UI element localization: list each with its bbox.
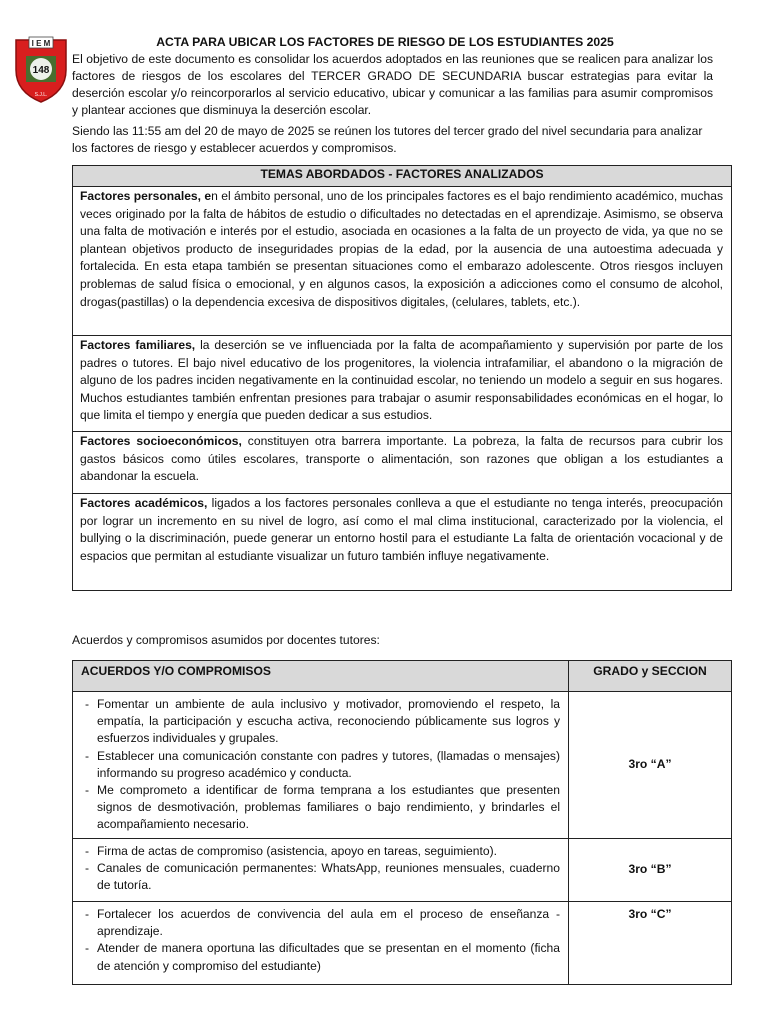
agreement-row-b <box>73 839 732 902</box>
factor-row-socio <box>73 432 732 494</box>
agreement-row-a <box>73 692 732 839</box>
factor-row-familiar <box>73 336 732 432</box>
agreements-header-left: ACUERDOS Y/O COMPROMISOS <box>73 661 569 692</box>
agreement-item: - Me comprometo a identificar de forma temprana a los estudiantes que presenten signos de desmotivación, problemas familiares o bajo rendimiento, y brindarles el acompañamiento necesario. <box>81 782 560 834</box>
agreement-list-b <box>81 843 560 895</box>
crest-top-text: I E M <box>31 39 51 48</box>
agreement-item: - Atender de manera oportuna las dificultades que se presentan en el momento (ficha de atención y compromiso del estudiante) <box>81 940 560 974</box>
grade-section-a: 3ro “A” <box>569 692 732 839</box>
agreements-header-right: GRADO y SECCION <box>569 661 732 692</box>
factor-row-personal <box>73 187 732 336</box>
agreement-item: - Fomentar un ambiente de aula inclusivo y motivador, promoviendo el respeto, la empatía, la participación y escucha activa, reconociendo públicamente sus logros y esfuerzos individuales y grupales. <box>81 696 560 748</box>
factor-label-familiar: Factores familiares, <box>80 338 196 352</box>
factor-text-academic: ligados a los factores personales conlleva a que el estudiante no tenga interés, preocupación por lograr un incremento en su nivel de logro, así como el mal clima institucional, caracterizado por la violencia, el bullying o la discriminación, puede generar un entorno hostil para el estudiante La falta de orientación vocacional y de espacios que permitan al estudiante visualizar un futuro también influye negativamente. <box>80 496 723 563</box>
factors-table-header: TEMAS ABORDADOS - FACTORES ANALIZADOS <box>73 166 732 187</box>
grade-section-c: 3ro “C” <box>569 902 732 985</box>
intro-paragraph: El objetivo de este documento es consolidar los acuerdos adoptados en las reuniones que se realicen para analizar los factores de riesgos de los escolares del TERCER GRADO DE SECUNDARIA buscar estrategias para evitar la deserción escolar y/o reincorporarlos al servicio educativo, ubicar y comunicar a las familias para asumir compromisos y plantear acciones que disminuya la deserción escolar. <box>72 52 713 117</box>
school-crest-logo <box>12 36 70 104</box>
factor-text-personal: n el ámbito personal, uno de los principales factores es el bajo rendimiento académico, muchas veces originado por la falta de hábitos de estudio o dificultades no detectadas en el aprendizaje. Asimismo, se observa una falta de motivación e interés por el estudio, asociada en ocasiones a la falta de un proyecto de vida, ya que no se plantean objetivos producto de inseguridades propias de la edad, por la ausencia de una autoestima adecuada y fortalecida. En esta etapa también se presentan situaciones como el embarazo adolescente. Otros riesgos incluyen problemas de salud física o emocional, y en algunos casos, la exposición a adicciones como el consumo de alcohol, drogas(pastillas) o la dependencia excesiva de dispositivos digitales, (celulares, tablets, etc.). <box>80 189 723 309</box>
agreements-table <box>72 660 732 985</box>
agreements-title: Acuerdos y compromisos asumidos por docentes tutores: <box>72 633 380 647</box>
agreement-list-c <box>81 906 560 975</box>
agreement-item: - Fortalecer los acuerdos de convivencia del aula em el proceso de enseñanza -aprendizaje. <box>81 906 560 940</box>
factor-text-socio: constituyen otra barrera importante. La pobreza, la falta de recursos para cubrir los gastos básicos como útiles escolares, transporte o alimentación, son razones que obligan a los estudiantes a abandonar la escuela. <box>80 434 723 484</box>
factor-label-personal: Factores personales, e <box>80 189 212 203</box>
factor-row-academic <box>73 494 732 591</box>
meeting-paragraph: Siendo las 11:55 am del 20 de mayo de 2025 se reúnen los tutores del tercer grado del nivel secundaria para analizar los factores de riesgo y establecer acuerdos y compromisos. <box>72 124 703 155</box>
document-title: ACTA PARA UBICAR LOS FACTORES DE RIESGO DE LOS ESTUDIANTES 2025 <box>156 35 614 49</box>
agreement-list-a <box>81 696 560 834</box>
factor-label-academic: Factores académicos, <box>80 496 208 510</box>
agreement-item: - Firma de actas de compromiso (asistencia, apoyo en tareas, seguimiento). <box>81 843 560 860</box>
agreement-item: - Canales de comunicación permanentes: WhatsApp, reuniones mensuales, cuaderno de tutoría. <box>81 860 560 894</box>
grade-section-b: 3ro “B” <box>569 839 732 902</box>
factor-label-socio: Factores socioeconómicos, <box>80 434 242 448</box>
crest-bottom-text: S.J.L. <box>34 92 48 98</box>
agreement-item: - Establecer una comunicación constante con padres y tutores, (llamadas o mensajes) informando su progreso académico y conducta. <box>81 748 560 782</box>
factor-text-familiar: la deserción se ve influenciada por la falta de acompañamiento y supervisión por parte de los padres o tutores. El bajo nivel educativo de los progenitores, la violencia intrafamiliar, el abandono o la migración de alguno de los padres inciden negativamente en la continuidad escolar, no teniendo un modelo a seguir en sus hogares. Muchos estudiantes también enfrentan presiones para trabajar o asumir responsabilidades económicas en el hogar, lo que limita el tiempo y energía que pueden dedicar a sus estudios. <box>80 338 724 423</box>
agreement-row-c <box>73 902 732 985</box>
crest-number: 148 <box>32 65 50 76</box>
factors-table <box>72 165 732 591</box>
